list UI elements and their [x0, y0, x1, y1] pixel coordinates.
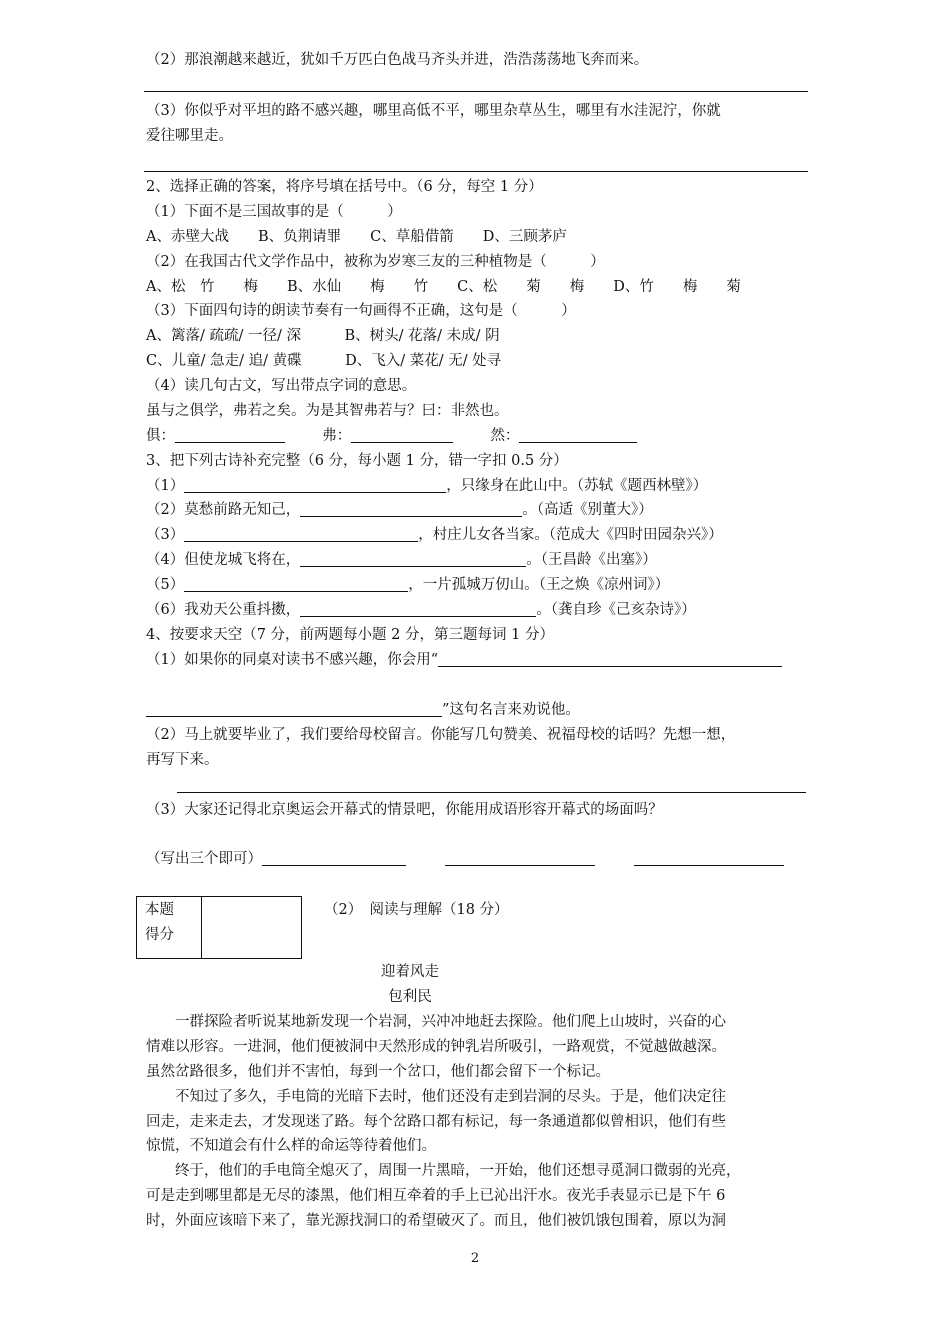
q2-part-1-options: A、赤壁大战 B、负荆请罪 C、草船借箭 D、三顾茅庐 — [146, 229, 567, 245]
q2-part-4-text: 虽与之俱学，弗若之矣。为是其智弗若与？曰：非然也。 — [146, 403, 509, 419]
q4-part-2-line-2: 再写下来。 — [146, 752, 219, 768]
blank-fu[interactable] — [351, 427, 453, 443]
q4-part-1-post: ”这句名言来劝说他。 — [442, 702, 580, 718]
reading-line: 可是走到哪里都是无尽的漆黑，他们相互牵着的手上已沁出汗水。夜光手表显示已是下午 6 — [146, 1188, 726, 1204]
poem-1-blank[interactable] — [184, 477, 446, 493]
q2-part-4-answers — [146, 426, 637, 446]
q4-part-1-cont — [146, 700, 580, 720]
reading-line: 惊慌，不知道会有什么样的命运等待着他们。 — [146, 1138, 436, 1154]
page-number: 2 — [470, 1251, 480, 1266]
score-input-area[interactable] — [203, 898, 299, 956]
reading-title: 迎着风走 — [381, 964, 439, 980]
sentence-2: （2）那浪潮越来越近，犹如千万匹白色战马齐头并进，浩浩荡荡地飞奔而来。 — [146, 52, 649, 68]
idiom-blank-3[interactable] — [634, 850, 784, 866]
score-box-divider — [201, 897, 202, 958]
score-box-label-1: 本题 — [145, 902, 174, 918]
q2-part-4: （4）读几句古文，写出带点字词的意思。 — [146, 378, 417, 394]
poem-line-1 — [146, 476, 707, 496]
reading-line: 时，外面应该暗下来了，靠光源找洞口的希望破灭了。而且，他们被饥饿包围着，原以为洞 — [146, 1213, 726, 1229]
poem-6-post: 。（龚自珍《己亥杂诗》） — [536, 602, 696, 618]
q2-title: 2、选择正确的答案，将序号填在括号中。（6 分，每空 1 分） — [146, 179, 543, 195]
reading-line: 终于，他们的手电筒全熄灭了，周围一片黑暗，一开始，他们还想寻觅洞口微弱的光亮， — [146, 1163, 741, 1179]
quote-blank-1[interactable] — [438, 651, 782, 667]
poem-3-post: ，村庄儿女各当家。（范成大《四时田园杂兴》） — [418, 527, 723, 543]
reading-author: 包利民 — [388, 989, 432, 1005]
reading-line: 虽然岔路很多，他们并不害怕，每到一个岔口，他们都会留下一个标记。 — [146, 1064, 610, 1080]
q2-part-3: （3）下面四句诗的朗读节奏有一句画得不正确，这句是（ ） — [146, 303, 576, 319]
q2-part-1: （1）下面不是三国故事的是（ ） — [146, 204, 402, 220]
answer-line[interactable] — [144, 171, 808, 172]
q4-part-1 — [146, 650, 782, 670]
q2-part-3-options-1: A、篱落/ 疏疏/ 一径/ 深 B、树头/ 花落/ 未成/ 阴 — [146, 328, 500, 344]
q4-part-2-line-1: （2）马上就要毕业了，我们要给母校留言。你能写几句赞美、祝福母校的话吗？先想一想， — [146, 727, 736, 743]
poem-4-blank[interactable] — [300, 551, 526, 567]
poem-6-pre: （6）我劝天公重抖擞， — [146, 602, 301, 618]
q2-part-2: （2）在我国古代文学作品中，被称为岁寒三友的三种植物是（ ） — [146, 254, 605, 270]
reading-section-title: （2） 阅读与理解（18 分） — [324, 902, 509, 918]
poem-4-pre: （4）但使龙城飞将在， — [146, 552, 301, 568]
poem-line-5 — [146, 575, 669, 595]
quote-blank-2[interactable] — [146, 701, 442, 717]
score-box-label-2: 得分 — [145, 927, 174, 943]
q4-part-3: （3）大家还记得北京奥运会开幕式的情景吧，你能用成语形容开幕式的场面吗？ — [146, 802, 663, 818]
q4-part-3-hint: （写出三个即可） — [146, 851, 262, 867]
poem-5-blank[interactable] — [184, 576, 408, 592]
q4-title: 4、按要求天空（7 分，前两题每小题 2 分，第三题每词 1 分） — [146, 627, 554, 643]
poem-3-blank[interactable] — [184, 526, 418, 542]
poem-4-post: 。（王昌龄《出塞》） — [526, 552, 657, 568]
reading-line: 情难以形容。一进洞，他们便被洞中天然形成的钟乳岩所吸引，一路观赏，不觉越做越深。 — [146, 1039, 726, 1055]
idiom-blank-1[interactable] — [262, 850, 406, 866]
answer-line[interactable] — [144, 91, 808, 92]
blank-ran[interactable] — [519, 427, 637, 443]
sentence-3-line-1: （3）你似乎对平坦的路不感兴趣，哪里高低不平，哪里杂草丛生，哪里有水洼泥泞，你就 — [146, 103, 721, 119]
q4-part-3-answers — [146, 849, 784, 869]
poem-line-6 — [146, 600, 696, 620]
poem-5-pre: （5） — [146, 577, 185, 593]
blank-ju[interactable] — [175, 427, 285, 443]
poem-2-pre: （2）莫愁前路无知己， — [146, 502, 301, 518]
poem-line-2 — [146, 500, 653, 520]
reading-line: 回走，走来走去，才发现迷了路。每个岔路口都有标记，每一条通道都似曾相识，他们有些 — [146, 1114, 726, 1130]
poem-1-pre: （1） — [146, 478, 185, 494]
label-ran: 然： — [490, 428, 520, 444]
answer-line[interactable] — [177, 792, 806, 793]
poem-5-post: ，一片孤城万仞山。（王之焕《凉州词》） — [408, 577, 670, 593]
q2-part-2-options: A、松 竹 梅 B、水仙 梅 竹 C、松 菊 梅 D、竹 梅 菊 — [146, 279, 741, 295]
q4-part-1-pre: （1）如果你的同桌对读书不感兴趣，你会用“ — [146, 652, 439, 668]
reading-line: 一群探险者听说某地新发现一个岩洞，兴冲冲地赶去探险。他们爬上山坡时，兴奋的心 — [146, 1014, 726, 1030]
reading-line: 不知过了多久，手电筒的光暗下去时，他们还没有走到岩洞的尽头。于是，他们决定往 — [146, 1089, 726, 1105]
poem-1-post: ，只缘身在此山中。（苏轼《题西林壁》） — [446, 478, 708, 494]
poem-2-blank[interactable] — [300, 501, 522, 517]
poem-2-post: 。（高适《别董大》） — [522, 502, 653, 518]
label-ju: 俱： — [146, 428, 175, 444]
q3-title: 3、把下列古诗补充完整（6 分，每小题 1 分，错一字扣 0.5 分） — [146, 453, 568, 469]
sentence-3-line-2: 爱往哪里走。 — [146, 128, 233, 144]
poem-line-4 — [146, 550, 657, 570]
poem-6-blank[interactable] — [300, 601, 536, 617]
poem-3-pre: （3） — [146, 527, 185, 543]
q2-part-3-options-2: C、儿童/ 急走/ 追/ 黄碟 D、飞入/ 菜花/ 无/ 处寻 — [146, 353, 502, 369]
poem-line-3 — [146, 525, 723, 545]
idiom-blank-2[interactable] — [445, 850, 595, 866]
label-fu: 弗： — [322, 428, 352, 444]
